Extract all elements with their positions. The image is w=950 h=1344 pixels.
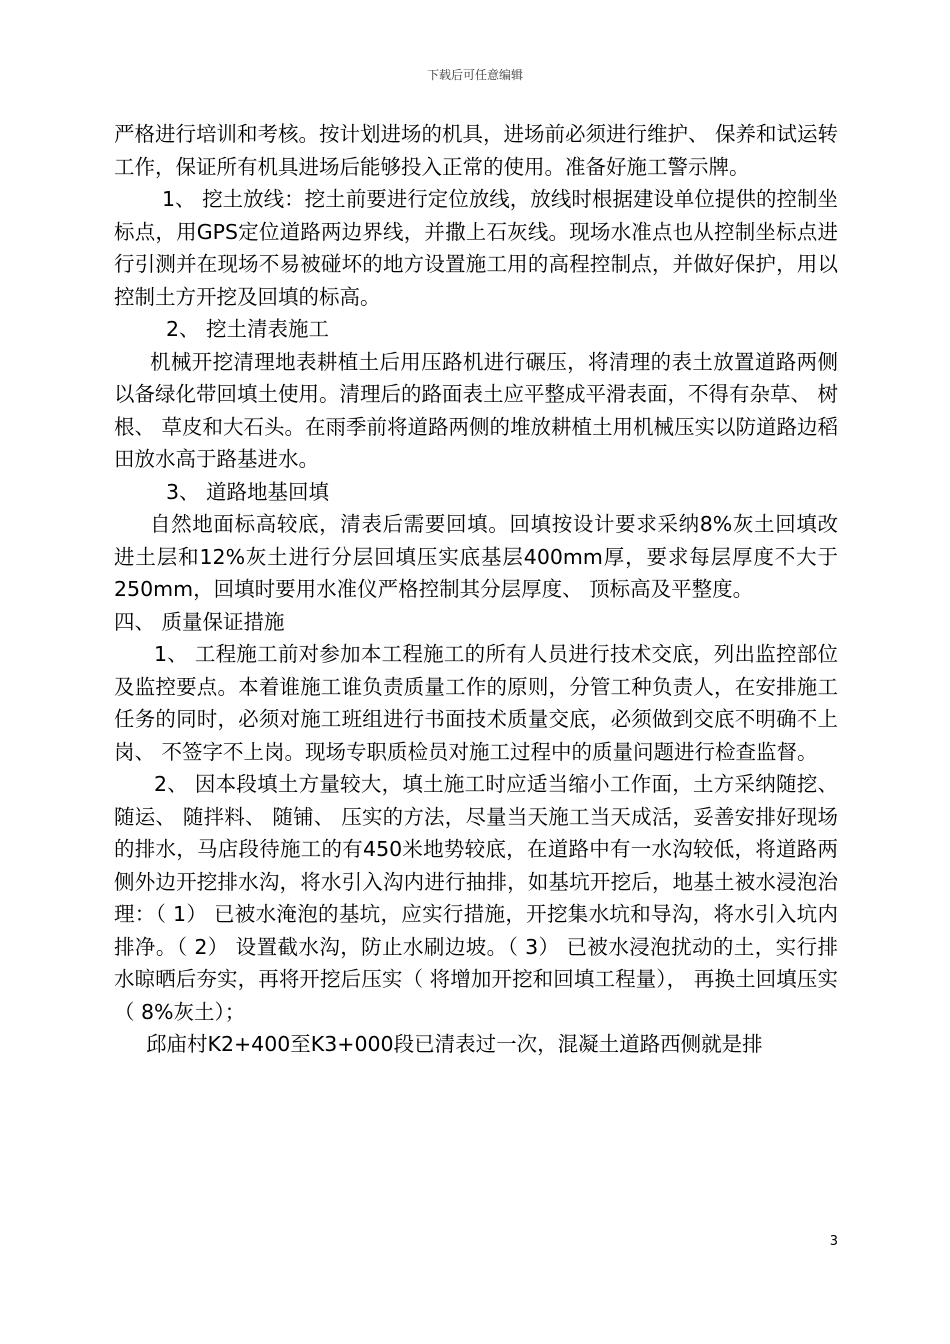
paragraph-qiumiao: 邱庙村K2+400至K3+000段已清表过一次，混凝土道路西侧就是排 [146,1032,763,1056]
paragraph-quality-2: 2、 因本段填土方量较大，填土施工时应适当缩小工作面，土方采纳随挖、 随运、 随拌料、 随铺、 压实的方法，尽量当天施工当天成活，妥善安排好现场的排水，马店段待施工的有450米地势较底，在道路中有一水沟较低，将道路两侧外边开挖排水沟，将水引入沟内进行抽排，如基坑开挖后，地基土被水浸泡治理：（ 1） 已被水淹泡的基坑，应实行措施，开挖集水坑和导沟，将水引入坑内排净。（ 2） 设置截水沟，防止水刷边坡。（ 3） 已被水浸泡扰动的土，实行排水晾晒后夯实，再将开挖后压实（ 将增加开挖和回填工程量）， 再换土回填压实（ 8%灰土）； [114,772,845,1024]
paragraph-training: 严格进行培训和考核。按计划进场的机具，进场前必须进行维护、 保养和试运转工作，保证所有机具进场后能够投入正常的使用。准备好施工警示牌。 [114,122,839,179]
paragraph-clearing: 机械开挖清理地表耕植土后用压路机进行碾压，将清理的表土放置道路两侧以备绿化带回填土使用。清理后的路面表土应平整成平滑表面，不得有杂草、 树根、 草皮和大石头。在雨季前将道路两侧的堆放耕植土用机械压实以防道路边稻田放水高于路基进水。 [114,349,839,471]
section-heading-quality: 四、 质量保证措施 [114,609,285,634]
paragraph-quality-1: 1、 工程施工前对参加本工程施工的所有人员进行技术交底，列出监控部位及监控要点。本着谁施工谁负责质量工作的原则，分管工种负责人，在安排施工任务的同时，必须对施工班组进行书面技术质量交底，必须做到交底不明确不上岗、 不签字不上岗。现场专职质检员对施工过程中的质量问题进行检查监督。 [114,642,838,764]
page-number: 3 [829,1234,838,1249]
paragraph-excavation-layout: 1、 挖土放线：挖土前要进行定位放线，放线时根据建设单位提供的控制坐标点，用GPS定位道路两边界线，并撒上石灰线。现场水准点也从控制坐标点进行引测并在现场不易被碰坏的地方设置施工用的高程控制点，并做好保护，用以控制土方开挖及回填的标高。 [114,187,838,309]
page-header: 下载后可任意编辑 [426,68,523,82]
document-body [114,118,845,1061]
paragraph-backfill: 自然地面标高较底，清表后需要回填。回填按设计要求采纳8%灰土回填改进土层和12%灰土进行分层回填压实底基层400mm厚，要求每层厚度不大于250mm，回填时要用水准仪严格控制其分层厚度、 顶标高及平整度。 [114,512,838,601]
heading-backfill: 3、 道路地基回填 [166,479,330,504]
heading-clearing: 2、 挖土清表施工 [166,317,330,341]
